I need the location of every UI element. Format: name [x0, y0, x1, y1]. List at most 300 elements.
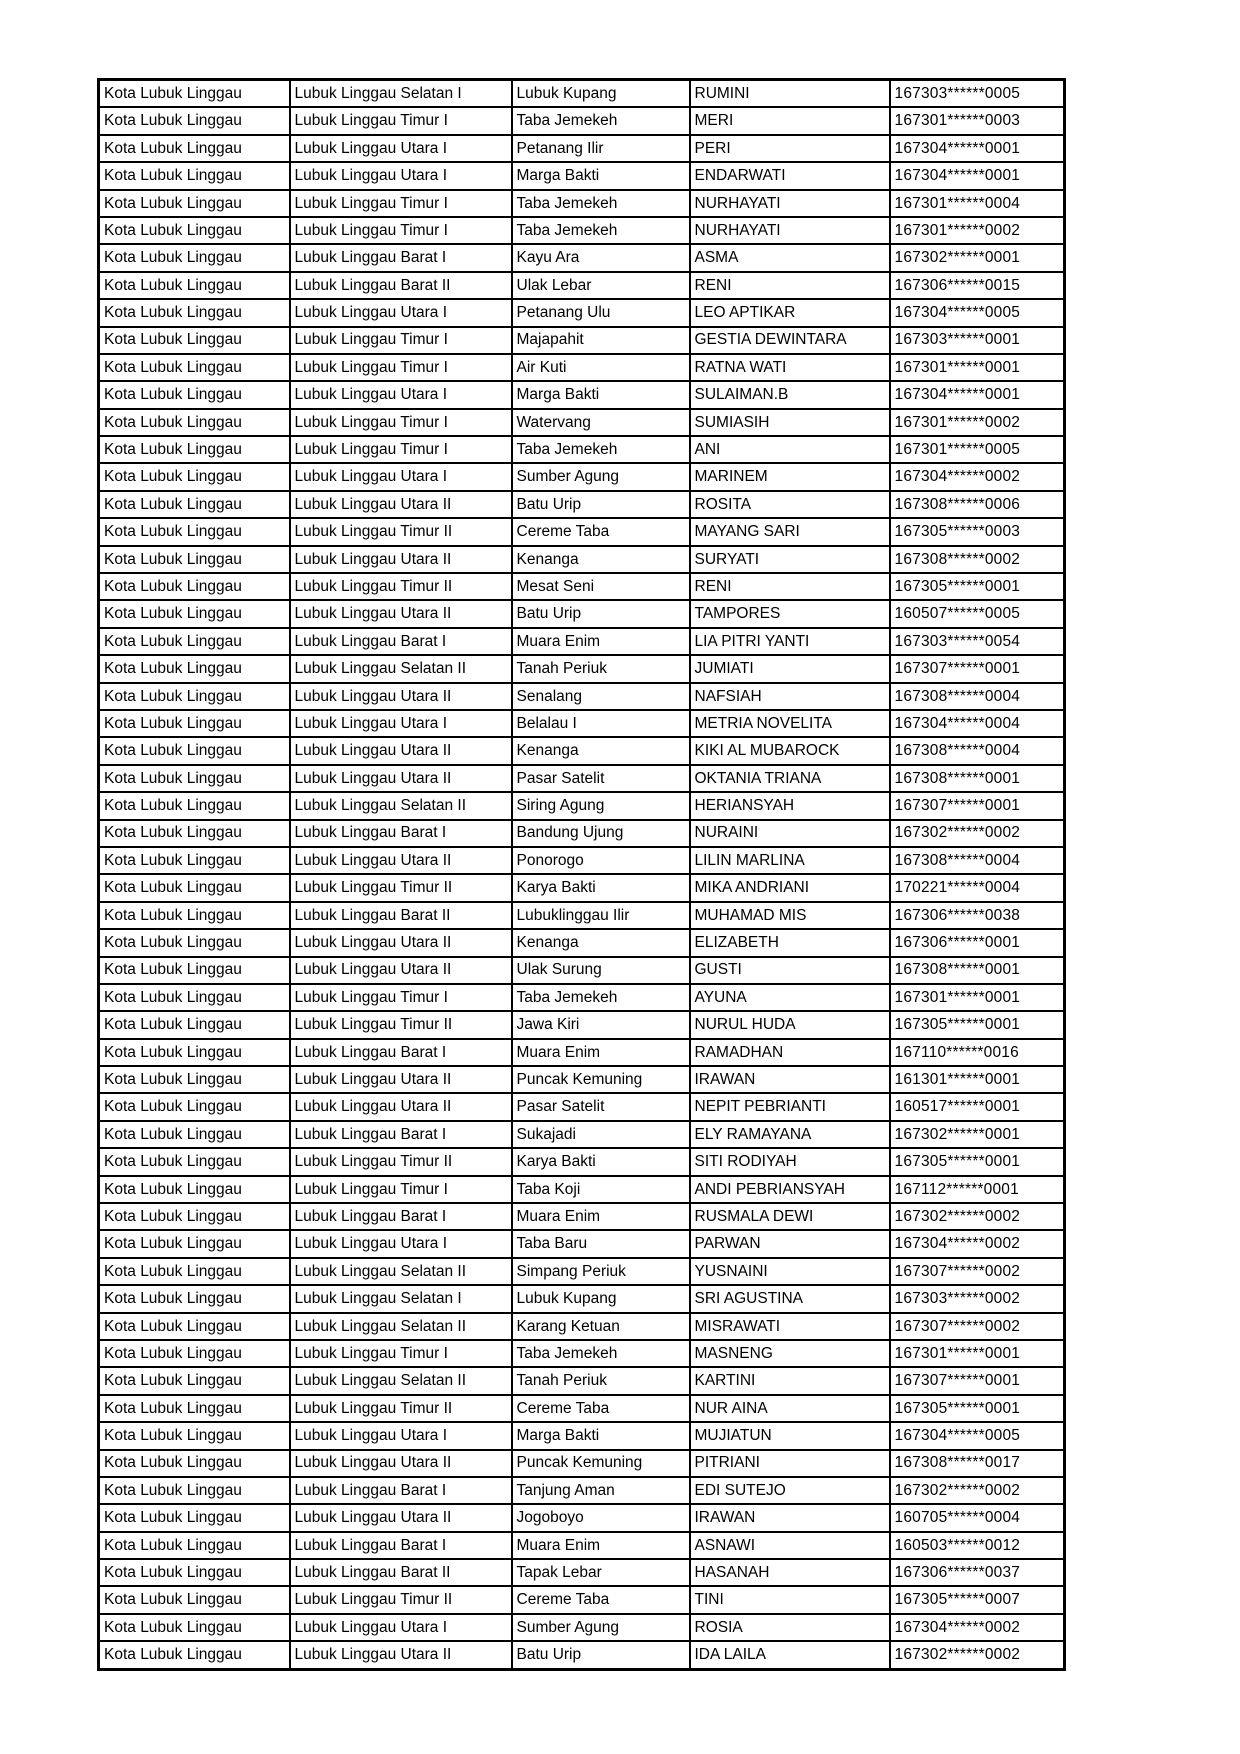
cell-nama: PERI: [690, 135, 890, 162]
cell-kota: Kota Lubuk Linggau: [99, 244, 290, 271]
cell-kecamatan: Lubuk Linggau Utara I: [290, 135, 512, 162]
cell-kota: Kota Lubuk Linggau: [99, 1340, 290, 1367]
cell-kota: Kota Lubuk Linggau: [99, 1011, 290, 1038]
table-row: [99, 628, 1065, 655]
cell-kecamatan: Lubuk Linggau Timur I: [290, 409, 512, 436]
table-row: [99, 737, 1065, 764]
cell-nama: MIKA ANDRIANI: [690, 874, 890, 901]
cell-kelurahan: Kenanga: [512, 546, 690, 573]
table-row: [99, 299, 1065, 326]
cell-kecamatan: Lubuk Linggau Utara I: [290, 463, 512, 490]
table-row: [99, 655, 1065, 682]
cell-nama: SURYATI: [690, 546, 890, 573]
cell-nama: GESTIA DEWINTARA: [690, 327, 890, 354]
cell-kota: Kota Lubuk Linggau: [99, 600, 290, 627]
cell-kecamatan: Lubuk Linggau Timur II: [290, 874, 512, 901]
cell-kelurahan: Taba Jemekeh: [512, 984, 690, 1011]
cell-nama: ELY RAMAYANA: [690, 1121, 890, 1148]
cell-kecamatan: Lubuk Linggau Utara II: [290, 1450, 512, 1477]
cell-kecamatan: Lubuk Linggau Selatan II: [290, 1258, 512, 1285]
cell-kota: Kota Lubuk Linggau: [99, 820, 290, 847]
table-row: [99, 1011, 1065, 1038]
cell-kecamatan: Lubuk Linggau Barat I: [290, 1121, 512, 1148]
cell-nama: LEO APTIKAR: [690, 299, 890, 326]
cell-kelurahan: Karya Bakti: [512, 1148, 690, 1175]
cell-nama: ROSIA: [690, 1614, 890, 1641]
cell-nama: PARWAN: [690, 1230, 890, 1257]
cell-kota: Kota Lubuk Linggau: [99, 1230, 290, 1257]
cell-nik: 167305******0001: [890, 1395, 1065, 1422]
cell-kecamatan: Lubuk Linggau Selatan I: [290, 80, 512, 108]
cell-nama: MAYANG SARI: [690, 518, 890, 545]
cell-nik: 160503******0012: [890, 1532, 1065, 1559]
cell-kota: Kota Lubuk Linggau: [99, 217, 290, 244]
cell-kelurahan: Petanang Ilir: [512, 135, 690, 162]
table-row: [99, 1532, 1065, 1559]
cell-kota: Kota Lubuk Linggau: [99, 80, 290, 108]
cell-nik: 167306******0015: [890, 272, 1065, 299]
cell-nama: MUHAMAD MIS: [690, 902, 890, 929]
cell-kota: Kota Lubuk Linggau: [99, 1614, 290, 1641]
cell-kelurahan: Muara Enim: [512, 1532, 690, 1559]
cell-kelurahan: Marga Bakti: [512, 162, 690, 189]
cell-kecamatan: Lubuk Linggau Timur I: [290, 1340, 512, 1367]
table-row: [99, 1586, 1065, 1613]
cell-nama: KARTINI: [690, 1367, 890, 1394]
cell-kecamatan: Lubuk Linggau Timur I: [290, 984, 512, 1011]
cell-nik: 167305******0003: [890, 518, 1065, 545]
cell-kota: Kota Lubuk Linggau: [99, 491, 290, 518]
cell-nik: 167303******0005: [890, 80, 1065, 108]
cell-kelurahan: Kenanga: [512, 929, 690, 956]
cell-kecamatan: Lubuk Linggau Utara I: [290, 1614, 512, 1641]
cell-nama: JUMIATI: [690, 655, 890, 682]
cell-nik: 161301******0001: [890, 1066, 1065, 1093]
cell-nama: ELIZABETH: [690, 929, 890, 956]
cell-kelurahan: Cereme Taba: [512, 1586, 690, 1613]
table-row: [99, 683, 1065, 710]
cell-kelurahan: Taba Jemekeh: [512, 436, 690, 463]
cell-kecamatan: Lubuk Linggau Utara II: [290, 929, 512, 956]
cell-kota: Kota Lubuk Linggau: [99, 1367, 290, 1394]
cell-nama: RUMINI: [690, 80, 890, 108]
table-row: [99, 327, 1065, 354]
cell-kota: Kota Lubuk Linggau: [99, 1093, 290, 1120]
cell-nik: 167301******0001: [890, 984, 1065, 1011]
cell-kelurahan: Tapak Lebar: [512, 1559, 690, 1586]
cell-nama: OKTANIA TRIANA: [690, 765, 890, 792]
cell-nama: MISRAWATI: [690, 1313, 890, 1340]
cell-nik: 160507******0005: [890, 600, 1065, 627]
cell-nik: 167308******0001: [890, 765, 1065, 792]
table-row: [99, 1093, 1065, 1120]
table-body: [99, 80, 1065, 1670]
cell-kota: Kota Lubuk Linggau: [99, 272, 290, 299]
table-row: [99, 1203, 1065, 1230]
cell-kota: Kota Lubuk Linggau: [99, 327, 290, 354]
cell-kecamatan: Lubuk Linggau Selatan II: [290, 1367, 512, 1394]
cell-kelurahan: Sumber Agung: [512, 1614, 690, 1641]
cell-kelurahan: Mesat Seni: [512, 573, 690, 600]
table-row: [99, 820, 1065, 847]
cell-kecamatan: Lubuk Linggau Timur II: [290, 1011, 512, 1038]
table-row: [99, 1422, 1065, 1449]
table-row: [99, 984, 1065, 1011]
table-row: [99, 957, 1065, 984]
cell-kota: Kota Lubuk Linggau: [99, 737, 290, 764]
cell-kelurahan: Ulak Lebar: [512, 272, 690, 299]
cell-nama: ASNAWI: [690, 1532, 890, 1559]
cell-kecamatan: Lubuk Linggau Barat I: [290, 628, 512, 655]
cell-kecamatan: Lubuk Linggau Timur II: [290, 1395, 512, 1422]
table-row: [99, 573, 1065, 600]
cell-kota: Kota Lubuk Linggau: [99, 162, 290, 189]
cell-nama: ANI: [690, 436, 890, 463]
cell-nama: HASANAH: [690, 1559, 890, 1586]
cell-kelurahan: Ulak Surung: [512, 957, 690, 984]
cell-nik: 167307******0002: [890, 1258, 1065, 1285]
cell-nama: ASMA: [690, 244, 890, 271]
cell-nama: MARINEM: [690, 463, 890, 490]
cell-nik: 167308******0004: [890, 683, 1065, 710]
cell-kecamatan: Lubuk Linggau Barat I: [290, 1532, 512, 1559]
cell-kecamatan: Lubuk Linggau Utara II: [290, 1641, 512, 1669]
cell-nama: YUSNAINI: [690, 1258, 890, 1285]
table-row: [99, 1395, 1065, 1422]
cell-kecamatan: Lubuk Linggau Utara I: [290, 710, 512, 737]
cell-kecamatan: Lubuk Linggau Utara II: [290, 1504, 512, 1531]
table-row: [99, 1176, 1065, 1203]
cell-kelurahan: Belalau I: [512, 710, 690, 737]
cell-kecamatan: Lubuk Linggau Utara II: [290, 600, 512, 627]
cell-kota: Kota Lubuk Linggau: [99, 1148, 290, 1175]
cell-nik: 167307******0001: [890, 792, 1065, 819]
cell-nik: 167302******0002: [890, 1203, 1065, 1230]
recipients-table: [97, 78, 1066, 1671]
cell-kecamatan: Lubuk Linggau Timur I: [290, 217, 512, 244]
table-row: [99, 1285, 1065, 1312]
cell-kelurahan: Jogoboyo: [512, 1504, 690, 1531]
table-row: [99, 792, 1065, 819]
cell-kota: Kota Lubuk Linggau: [99, 436, 290, 463]
cell-kecamatan: Lubuk Linggau Timur I: [290, 354, 512, 381]
cell-nik: 167308******0004: [890, 737, 1065, 764]
cell-kecamatan: Lubuk Linggau Utara II: [290, 683, 512, 710]
cell-nik: 167302******0002: [890, 1641, 1065, 1669]
cell-nama: NURHAYATI: [690, 217, 890, 244]
cell-nik: 167305******0007: [890, 1586, 1065, 1613]
cell-nik: 160705******0004: [890, 1504, 1065, 1531]
cell-nik: 167302******0002: [890, 820, 1065, 847]
cell-kelurahan: Tanah Periuk: [512, 1367, 690, 1394]
table-row: [99, 847, 1065, 874]
cell-kelurahan: Lubuk Kupang: [512, 80, 690, 108]
cell-nama: RENI: [690, 573, 890, 600]
cell-kota: Kota Lubuk Linggau: [99, 1313, 290, 1340]
cell-nik: 167112******0001: [890, 1176, 1065, 1203]
cell-kelurahan: Taba Jemekeh: [512, 217, 690, 244]
cell-nik: 167301******0003: [890, 107, 1065, 134]
cell-kelurahan: Sumber Agung: [512, 463, 690, 490]
table-row: [99, 546, 1065, 573]
cell-nik: 167306******0001: [890, 929, 1065, 956]
cell-nama: PITRIANI: [690, 1450, 890, 1477]
cell-kota: Kota Lubuk Linggau: [99, 1450, 290, 1477]
cell-nik: 167308******0006: [890, 491, 1065, 518]
cell-kelurahan: Pasar Satelit: [512, 765, 690, 792]
cell-nama: IRAWAN: [690, 1066, 890, 1093]
cell-nama: SULAIMAN.B: [690, 381, 890, 408]
table-row: [99, 354, 1065, 381]
cell-nik: 167308******0004: [890, 847, 1065, 874]
cell-kelurahan: Batu Urip: [512, 600, 690, 627]
cell-kecamatan: Lubuk Linggau Timur I: [290, 1176, 512, 1203]
cell-kelurahan: Tanah Periuk: [512, 655, 690, 682]
cell-nik: 167303******0001: [890, 327, 1065, 354]
cell-kota: Kota Lubuk Linggau: [99, 1395, 290, 1422]
table-row: [99, 463, 1065, 490]
cell-kelurahan: Petanang Ulu: [512, 299, 690, 326]
cell-kelurahan: Ponorogo: [512, 847, 690, 874]
cell-kelurahan: Senalang: [512, 683, 690, 710]
cell-kelurahan: Cereme Taba: [512, 1395, 690, 1422]
cell-kelurahan: Muara Enim: [512, 628, 690, 655]
cell-kelurahan: Jawa Kiri: [512, 1011, 690, 1038]
cell-kota: Kota Lubuk Linggau: [99, 792, 290, 819]
cell-kota: Kota Lubuk Linggau: [99, 573, 290, 600]
table-row: [99, 80, 1065, 108]
cell-kelurahan: Taba Baru: [512, 1230, 690, 1257]
cell-kelurahan: Majapahit: [512, 327, 690, 354]
cell-nama: SUMIASIH: [690, 409, 890, 436]
cell-kecamatan: Lubuk Linggau Timur II: [290, 1586, 512, 1613]
cell-kota: Kota Lubuk Linggau: [99, 1258, 290, 1285]
cell-kota: Kota Lubuk Linggau: [99, 518, 290, 545]
cell-kota: Kota Lubuk Linggau: [99, 1532, 290, 1559]
cell-nama: IDA LAILA: [690, 1641, 890, 1669]
cell-kelurahan: Sukajadi: [512, 1121, 690, 1148]
cell-nik: 167305******0001: [890, 1011, 1065, 1038]
cell-kecamatan: Lubuk Linggau Utara II: [290, 546, 512, 573]
table-row: [99, 1066, 1065, 1093]
table-row: [99, 1641, 1065, 1669]
cell-kota: Kota Lubuk Linggau: [99, 299, 290, 326]
table-row: [99, 409, 1065, 436]
table-row: [99, 765, 1065, 792]
cell-kelurahan: Marga Bakti: [512, 1422, 690, 1449]
table-row: [99, 1367, 1065, 1394]
cell-kelurahan: Air Kuti: [512, 354, 690, 381]
cell-kecamatan: Lubuk Linggau Utara II: [290, 1093, 512, 1120]
cell-kota: Kota Lubuk Linggau: [99, 1066, 290, 1093]
cell-kota: Kota Lubuk Linggau: [99, 957, 290, 984]
cell-kota: Kota Lubuk Linggau: [99, 984, 290, 1011]
cell-nama: HERIANSYAH: [690, 792, 890, 819]
cell-kota: Kota Lubuk Linggau: [99, 354, 290, 381]
cell-kelurahan: Lubuk Kupang: [512, 1285, 690, 1312]
cell-nama: NUR AINA: [690, 1395, 890, 1422]
cell-kecamatan: Lubuk Linggau Barat II: [290, 902, 512, 929]
cell-kota: Kota Lubuk Linggau: [99, 683, 290, 710]
cell-kota: Kota Lubuk Linggau: [99, 1422, 290, 1449]
cell-kelurahan: Taba Jemekeh: [512, 190, 690, 217]
table-row: [99, 135, 1065, 162]
cell-kecamatan: Lubuk Linggau Utara I: [290, 162, 512, 189]
cell-kota: Kota Lubuk Linggau: [99, 190, 290, 217]
cell-kota: Kota Lubuk Linggau: [99, 710, 290, 737]
cell-nik: 167304******0002: [890, 1614, 1065, 1641]
cell-nik: 160517******0001: [890, 1093, 1065, 1120]
cell-nik: 167305******0001: [890, 573, 1065, 600]
cell-kecamatan: Lubuk Linggau Utara II: [290, 957, 512, 984]
cell-nama: RUSMALA DEWI: [690, 1203, 890, 1230]
table-row: [99, 381, 1065, 408]
cell-kelurahan: Siring Agung: [512, 792, 690, 819]
cell-kecamatan: Lubuk Linggau Timur I: [290, 107, 512, 134]
cell-nik: 167302******0001: [890, 1121, 1065, 1148]
table-row: [99, 1148, 1065, 1175]
table-row: [99, 491, 1065, 518]
table-row: [99, 1450, 1065, 1477]
cell-nama: ENDARWATI: [690, 162, 890, 189]
table-row: [99, 1614, 1065, 1641]
cell-nama: NURAINI: [690, 820, 890, 847]
cell-nik: 167303******0002: [890, 1285, 1065, 1312]
cell-kota: Kota Lubuk Linggau: [99, 1039, 290, 1066]
cell-kota: Kota Lubuk Linggau: [99, 107, 290, 134]
cell-kota: Kota Lubuk Linggau: [99, 409, 290, 436]
cell-kota: Kota Lubuk Linggau: [99, 381, 290, 408]
cell-nik: 167301******0001: [890, 354, 1065, 381]
table-row: [99, 217, 1065, 244]
cell-kelurahan: Pasar Satelit: [512, 1093, 690, 1120]
cell-nik: 167308******0002: [890, 546, 1065, 573]
cell-nik: 167305******0001: [890, 1148, 1065, 1175]
cell-nik: 167307******0001: [890, 655, 1065, 682]
cell-kelurahan: Bandung Ujung: [512, 820, 690, 847]
cell-kecamatan: Lubuk Linggau Barat II: [290, 1559, 512, 1586]
cell-kota: Kota Lubuk Linggau: [99, 1121, 290, 1148]
cell-kota: Kota Lubuk Linggau: [99, 1559, 290, 1586]
cell-kecamatan: Lubuk Linggau Timur II: [290, 518, 512, 545]
cell-nama: RAMADHAN: [690, 1039, 890, 1066]
table-row: [99, 902, 1065, 929]
cell-nama: NAFSIAH: [690, 683, 890, 710]
cell-kota: Kota Lubuk Linggau: [99, 1477, 290, 1504]
cell-kelurahan: Taba Jemekeh: [512, 1340, 690, 1367]
cell-kecamatan: Lubuk Linggau Utara I: [290, 381, 512, 408]
cell-nama: MERI: [690, 107, 890, 134]
cell-nik: 167304******0001: [890, 162, 1065, 189]
cell-nik: 167301******0005: [890, 436, 1065, 463]
table-row: [99, 1258, 1065, 1285]
cell-kota: Kota Lubuk Linggau: [99, 1504, 290, 1531]
cell-kecamatan: Lubuk Linggau Utara II: [290, 491, 512, 518]
cell-nik: 167303******0054: [890, 628, 1065, 655]
cell-kecamatan: Lubuk Linggau Selatan I: [290, 1285, 512, 1312]
cell-kelurahan: Simpang Periuk: [512, 1258, 690, 1285]
cell-nama: ROSITA: [690, 491, 890, 518]
cell-nama: ANDI PEBRIANSYAH: [690, 1176, 890, 1203]
cell-nik: 167308******0017: [890, 1450, 1065, 1477]
cell-kota: Kota Lubuk Linggau: [99, 655, 290, 682]
cell-nama: EDI SUTEJO: [690, 1477, 890, 1504]
cell-kota: Kota Lubuk Linggau: [99, 546, 290, 573]
cell-kelurahan: Batu Urip: [512, 491, 690, 518]
cell-kecamatan: Lubuk Linggau Utara I: [290, 1230, 512, 1257]
cell-kelurahan: Muara Enim: [512, 1203, 690, 1230]
cell-nama: TAMPORES: [690, 600, 890, 627]
cell-nik: 167302******0002: [890, 1477, 1065, 1504]
cell-nama: LIA PITRI YANTI: [690, 628, 890, 655]
cell-kecamatan: Lubuk Linggau Utara II: [290, 765, 512, 792]
cell-kecamatan: Lubuk Linggau Barat I: [290, 1477, 512, 1504]
cell-nik: 167304******0001: [890, 381, 1065, 408]
cell-nik: 167306******0037: [890, 1559, 1065, 1586]
table-row: [99, 1121, 1065, 1148]
cell-kecamatan: Lubuk Linggau Timur I: [290, 327, 512, 354]
cell-nama: KIKI AL MUBAROCK: [690, 737, 890, 764]
cell-kecamatan: Lubuk Linggau Utara I: [290, 1422, 512, 1449]
cell-kecamatan: Lubuk Linggau Utara II: [290, 1066, 512, 1093]
cell-kecamatan: Lubuk Linggau Selatan II: [290, 655, 512, 682]
table-row: [99, 162, 1065, 189]
cell-kelurahan: Kayu Ara: [512, 244, 690, 271]
cell-kelurahan: Watervang: [512, 409, 690, 436]
cell-nama: LILIN MARLINA: [690, 847, 890, 874]
cell-kota: Kota Lubuk Linggau: [99, 1203, 290, 1230]
cell-kecamatan: Lubuk Linggau Barat I: [290, 1203, 512, 1230]
cell-kecamatan: Lubuk Linggau Barat I: [290, 820, 512, 847]
cell-nama: AYUNA: [690, 984, 890, 1011]
table-row: [99, 272, 1065, 299]
cell-nama: NEPIT PEBRIANTI: [690, 1093, 890, 1120]
cell-nama: NURHAYATI: [690, 190, 890, 217]
cell-nik: 167308******0001: [890, 957, 1065, 984]
cell-nik: 167307******0002: [890, 1313, 1065, 1340]
cell-kecamatan: Lubuk Linggau Barat I: [290, 244, 512, 271]
cell-kecamatan: Lubuk Linggau Utara II: [290, 847, 512, 874]
table-row: [99, 929, 1065, 956]
cell-nama: RATNA WATI: [690, 354, 890, 381]
table-row: [99, 1504, 1065, 1531]
cell-kelurahan: Muara Enim: [512, 1039, 690, 1066]
cell-nama: MUJIATUN: [690, 1422, 890, 1449]
cell-nama: SRI AGUSTINA: [690, 1285, 890, 1312]
cell-kecamatan: Lubuk Linggau Timur I: [290, 190, 512, 217]
cell-kota: Kota Lubuk Linggau: [99, 463, 290, 490]
cell-kota: Kota Lubuk Linggau: [99, 847, 290, 874]
cell-nik: 167304******0001: [890, 135, 1065, 162]
cell-nik: 167301******0001: [890, 1340, 1065, 1367]
cell-kelurahan: Marga Bakti: [512, 381, 690, 408]
cell-kecamatan: Lubuk Linggau Timur II: [290, 573, 512, 600]
cell-nama: SITI RODIYAH: [690, 1148, 890, 1175]
cell-kota: Kota Lubuk Linggau: [99, 1176, 290, 1203]
cell-kota: Kota Lubuk Linggau: [99, 1586, 290, 1613]
cell-kelurahan: Batu Urip: [512, 1641, 690, 1669]
cell-kelurahan: Puncak Kemuning: [512, 1066, 690, 1093]
cell-nik: 167304******0005: [890, 299, 1065, 326]
cell-nik: 167304******0004: [890, 710, 1065, 737]
cell-nama: MASNENG: [690, 1340, 890, 1367]
cell-kelurahan: Lubuklinggau Ilir: [512, 902, 690, 929]
cell-nik: 167306******0038: [890, 902, 1065, 929]
cell-kecamatan: Lubuk Linggau Selatan II: [290, 792, 512, 819]
cell-kota: Kota Lubuk Linggau: [99, 874, 290, 901]
cell-nama: TINI: [690, 1586, 890, 1613]
cell-kecamatan: Lubuk Linggau Barat I: [290, 1039, 512, 1066]
